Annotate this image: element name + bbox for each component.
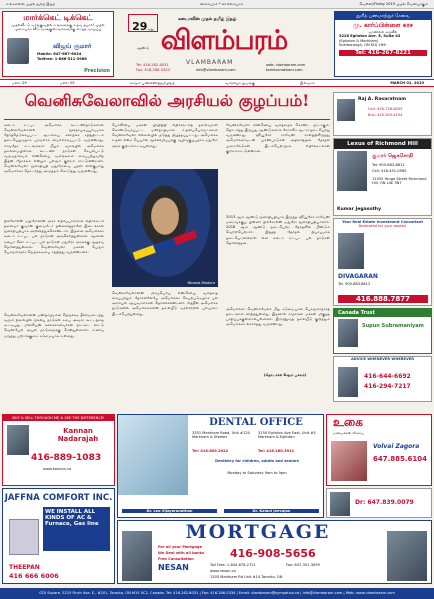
exchange-ad-addr1: 3228 Eglinton Ave. E, Suite 43 [339, 34, 401, 39]
top-strip-left: உலகளவில் முதல் தமிழ் இதழ் [6, 2, 56, 6]
article-continued[interactable]: (தொடர்ச்சி 8ஆம் பக்கம்) [264, 373, 307, 377]
issue-volume: மலர்: 29 [12, 81, 27, 85]
raj-photo [337, 99, 355, 121]
ukai-title: உகை [333, 415, 363, 429]
dental-dr1: Dr. Leo Vijayaranathan [122, 509, 217, 513]
ad-divagaran[interactable] [333, 218, 432, 306]
dental-tagline: Dentistry for children, adults and seniors [215, 459, 299, 463]
mortgage-tollfree: Toll Free: 1-844-878-2721 [210, 563, 256, 567]
headline-rule [4, 119, 330, 120]
kannan-photo [7, 425, 29, 455]
article-col1-b: நிக்கோலஸ் மதுரோவின் அரச எதிர்ப்பாளரான எதிர்க்கட்சி தலைவர் குவான் குவைடோ தன்னைத்தானே இடைக்கால ஜனாதிபதியாக அறிவித்துக்கொண்டார். இதனை அமெரிக்கா கனடா உட்பட பல நாடுகள் அங்கீகரித்துள்ளன. ஆனால் ரஷ்யா சீனா உட்பட பல நாடுகள் மதுரோ அரசுக்கு ஆதரவு தெரிவித்துள்ளன. வெனிசுவேலா மக்கள் பெரும் பொருளாதார நெருக்கடியை சந்தித்து வருகின்றனர். [4, 219, 104, 254]
mortgage-line1: For all your Mortgage [158, 545, 202, 549]
mortgage-photo-2 [387, 531, 427, 581]
kannan-phone: 416-889-1083 [31, 453, 102, 463]
article-col2-a: பொலிவிய மக்கள் பிரதிநிதி எதிர்க்கட்சித் தலைவரால் கொண்டுவரப்பட்ட மனிதாபிமான உதவிப்பொருட்களை வெனிசுவேலா எல்லையில் தடுத்து நிறுத்தப்பட்டது. அமெரிக்க உதவி என்ற பெயரில் ஆக்கிரமிப்புக்கு வழிவகுப்பதாக மதுரோ அரசு குற்றம்சாட்டியுள்ளது. [112, 123, 218, 148]
mortgage-line2: We Deal with all banks [158, 551, 205, 555]
diva-name: DIVAGARAN [338, 273, 378, 280]
masthead-title-latin: VLAMBARAM [186, 59, 234, 66]
issue-date: MARCH 01, 2019 [390, 81, 424, 85]
mortgage-addr: 1305 Markham Rd Unit #14 Toronto, ON [210, 575, 283, 579]
ad-ukai[interactable] [326, 414, 432, 486]
dental-addr1-tel: Tel: 416.609.2022 [192, 449, 229, 453]
article-col2-b: வெனிசுவேலாவின் மிகப்பெரிய எண்ணெய் வளத்தை கைப்பற்றும் நோக்கிலேயே அமெரிக்கா செயற்படுவதாக பல அரசியல் ஆய்வாளர்கள் தெரிவிக்கின்றனர். லத்தீன் அமெரிக்க நாடுகளில் அமெரிக்காவின் தலையீடு வரலாற்றில் பலமுறை இடம்பெற்றுள்ளது. [112, 291, 218, 316]
ukai-phone: 647.885.6104 [373, 455, 428, 463]
jaffna-unit-icon [9, 519, 39, 555]
issue-mid3: இலவசம் [300, 81, 315, 85]
ukai-sub: மணமக்கள் சேவை [333, 431, 364, 435]
advice-tel1: 416-644-6692 [364, 373, 411, 380]
article-col3-b: 2013 ஆம் ஆண்டு ஜனாதிபதியாக இருந்த ஹியூகோ சாவேஸ் மறைவுக்குப் பின்னர் நிக்கோலஸ் மதுரோ ஜனாதிபதியானார். 2018 ஆம் ஆண்டு நடைபெற்ற தேர்தலில் மீண்டும் வெற்றிபெற்றார். இந்தத் தேர்தல் நியாயமாக நடைபெறவில்லை என கனடா உட்பட பல நாடுகள் தெரிவித்தன. [226, 215, 330, 245]
raj-bus: Bus: 416-283-4194 [368, 113, 403, 117]
exchange-ad-sub: வானில்ல கருவீல் [368, 30, 398, 34]
dental-addr1: 3351 Markham Road, Unit #120 Markham & Steeles [192, 431, 250, 440]
diva-phone: 416.888.7877 [338, 295, 428, 303]
exchange-ad-addr2: (Eglinton & Markham) [339, 38, 379, 43]
diva-tel: Tel. 905.883.8812 [338, 282, 371, 286]
supun-photo [338, 319, 358, 347]
agent-photo [7, 38, 29, 64]
masthead-fax: Fax: 416-286-0334 [136, 68, 170, 72]
mortgage-brand: NESAN [158, 563, 189, 572]
brand-logo: Precision [84, 68, 110, 74]
dental-dr2: Dr. Kalani Jeevajan [224, 509, 319, 513]
dental-addr2: 3150 Eglinton Ave East, Unit #5 Markham & Eglinton [258, 431, 316, 440]
advice-tel2: 416-294-7217 [364, 383, 411, 390]
kumar-addr: 11552 Yonge Street Richmond Hill, ON L4E 3N7 [372, 177, 427, 186]
jaffna-tel: 416 666 6006 [9, 572, 59, 580]
diva-sub: Dedicated for your assets! [358, 224, 407, 229]
mortgage-photo [122, 531, 152, 581]
ad-mortgage[interactable] [117, 520, 432, 584]
photo-caption: Nicolas Maduro [187, 280, 215, 285]
ukai-photo [331, 441, 367, 481]
sash-band [133, 230, 198, 260]
supun-name: Supun Subramaniyam [362, 323, 424, 329]
lexus-title: Lexus of Richmond Hill [334, 139, 431, 149]
agent-tollfree: Tollfree: 1-866-511-3966 [37, 57, 87, 61]
kumar-tamil: குமார் ஜெகசோதி [372, 153, 414, 159]
raj-name: Raj A. Rasaratnam [358, 97, 406, 102]
top-strip [0, 0, 434, 9]
exchange-ad-org: மு. கார்ப்பிள்ளை காச [353, 22, 413, 29]
article-col3-c: அமெரிக்கா வெனிசுவேலா மீது கடுமையான பொருளாதாரத் தடைகளை விதித்துள்ளது. இதனால் சாதாரண மக்கள் மிகுந்த பாதிப்புக்குள்ளாகியுள்ளனர். இராணுவத் தலையீடு குறித்தும் அமெரிக்கா எச்சரித்து வருகின்றது. [226, 307, 330, 327]
kumar-cell: Cell: 416-451-0565 [372, 169, 407, 173]
article-col1-c: வெனிசுவேலாவின் மனிதாபிமான நெருக்கடி தீவிரமடைந்து வரும் நிலையில் ஐக்கிய நாடுகள் சபை அவசர கூட்டத்தை கூட்டியது. மில்லியன் கணக்கானவர்கள் நாட்டை விட்டு வெளியேறி அயல் நாடுகளுக்கு சென்றுள்ளனர். உணவு மருந்து பற்றாக்குறை கடுமையாக உள்ளது. [4, 313, 104, 338]
realtor-ad-body: முதல்வீட்டு வாங்குவதில் உங்களுக்கு உதவ தயார்! முதல் முறையாக வீடு வாங்குகிறவர்களுக்கு சிறந்த வாய்ப்பு [11, 23, 105, 32]
dental-hours: Monday to Saturday 9am to 9pm [227, 471, 287, 475]
diva-title: Your Real Estate Investment Consultant [342, 220, 423, 224]
vol-label: வது ஆண்டு [136, 27, 154, 50]
ukai-dr-phone: Dr: 647.839.0079 [355, 499, 414, 506]
dental-photo [118, 415, 188, 495]
dental-addr2-tel: Tel: 416.260.3911 [258, 449, 295, 453]
footer: GTA Square, 5215 Finch Ave. E., #201, Toronto, ON M1S 0C2, Canada. Tel: 416.262.8031 | Fax: 416.286.0334 | Email: vlambaram@sympatico.ca | info@vlambaram.com | Web: www.vlambaram.com [0, 588, 434, 599]
kumar-tel: Tel: 905-883-8812 [372, 163, 405, 167]
issue-mid: காரும் முன்னணித்தமிழிதழ் [130, 81, 175, 85]
issue-bar [0, 79, 434, 87]
dental-title: DENTAL OFFICE [209, 417, 303, 428]
kannan-title: BUY & SELL THROUGH ME & SEE THE DIFFERENCE! [3, 415, 114, 421]
mortgage-fax: Fax: 647-351-3099 [286, 563, 320, 567]
exchange-ad-tel: Tel: 416-267-8221 [339, 50, 427, 56]
issue-mid2: வாரவிழா துவங்கு [225, 81, 256, 85]
vol-number: 29 [132, 20, 148, 33]
masthead-email1[interactable]: info@vlambaram.com [196, 68, 236, 72]
exchange-ad[interactable] [334, 11, 432, 77]
exchange-ad-addr3: Scarborough, ON M1J 2H6 [339, 43, 386, 48]
exchange-ad-title: தூரித் பணமாற்றுச் சேவை [335, 12, 431, 20]
masthead-tagline: கனடாவின் முதல் தமிழ் இதழ் [178, 17, 237, 22]
mortgage-web[interactable]: www.nesan.ca [210, 569, 236, 573]
ad-canada-trust[interactable] [333, 308, 432, 354]
ad-advice[interactable] [333, 356, 432, 402]
advice-photo [338, 367, 358, 397]
top-strip-right: வெள்ளி/Friday 2019 முதல் வெளியாகும் [359, 2, 428, 6]
diva-photo [338, 233, 364, 269]
jaffna-body: WE INSTALL ALL KINDS OF AC & Furnace, Gas line [43, 507, 110, 551]
ad-dental[interactable] [117, 414, 324, 518]
article-col1-a: கனடா உட்பட அமெரிக்க கூட்டணிநாடுகளால் வெனிசுவேலாவில் ஜனநாயகப்பூர்வமாக தேர்ந்தெடுக்கப்பட்ட ஆட்சியை கவிழ்க்க சதித்திட்டம் நடைபெறுவதாக பரவலாக விமர்சிக்கப்பட்டு வருகின்றது. சர்வதேச சட்டங்களை மீறும் வகையில் அமெரிக்க தலைமையிலான கூட்டணி நாடுகள் செயல்பட்டு வருவதாகவும் எண்ணெய் வளங்களை கைப்பற்றுவதே இதன் நோக்கம் என்றும் பலரும் குற்றம் சாட்டுகின்றனர். வெனிசுவேலா ஜனாதிபதி மதுரோவை பதவி விலகுமாறு அமெரிக்கா தொடர்ந்து அழுத்தம் கொடுத்து வருகின்றது. [4, 123, 104, 174]
ad-lexus[interactable] [333, 138, 432, 216]
masthead [116, 11, 332, 77]
mortgage-phone: 416-908-5656 [230, 547, 316, 560]
jaffna-name: THEEPAN [9, 564, 40, 571]
jaffna-title: JAFFNA COMFORT INC. [4, 493, 113, 503]
agent-name: விஜய் குமார் [53, 42, 92, 50]
kannan-name: Kannan Nadarajah [57, 427, 99, 443]
ad-ukai-dr[interactable] [326, 488, 432, 518]
agent-mobile: Mobile: 647-667-6034 [37, 52, 82, 56]
masthead-tel: Tel: 416-262-8031 [136, 63, 169, 67]
ad-jaffna[interactable] [2, 488, 115, 584]
masthead-web2[interactable]: tamilvanakkam.com [266, 68, 303, 72]
masthead-title: விளம்பரம் [160, 25, 288, 56]
headline: வெனிசுவேலாவில் அரசியல் குழப்பம்! [24, 91, 310, 110]
kumar-photo [337, 151, 367, 191]
kannan-web[interactable]: www.kannan.ca [43, 467, 72, 471]
mortgage-title: MORTGAGE [185, 521, 331, 543]
ukai-name: Volvai Zagora [373, 443, 420, 450]
raj-cell: Cell: 416-726-8055 [368, 107, 403, 111]
realtor-ad-title: மார்க்கெட் டிக்கெட் [23, 13, 93, 22]
article-col3-a: வேனிசுவேலா எண்ணெய் வளத்தைக் கொண்ட நாடாகும். தொடர்ந்து இருபது ஆண்டுகளாக சோசலிச ஆட்சி நடைபெற்று வருகின்றது. ஹியூகோ சாவேஸ் காலத்திலிருந்து அமெரிக்காவுடன் முரண்பாடுகள் அதிகரித்தன. தேர்தல் முறைகேடுகள் இடம்பெற்றதாக எதிர்க்கட்சிகள் குற்றம்சாட்டுகின்றன. [226, 123, 330, 153]
advice-title: ADVICE WHENEVER WHEREVER [350, 357, 415, 361]
ad-raj[interactable] [333, 92, 432, 136]
top-strip-mid: விளம்பரம் * வி.எலம்பரம் [200, 2, 244, 6]
article [4, 123, 330, 383]
ukai-dr-photo [330, 492, 350, 516]
realtor-ad[interactable] [2, 11, 114, 77]
mortgage-line3: Free Consultation [158, 557, 194, 561]
issue-number: மலர்: 05 [60, 81, 75, 85]
kumar-name: Kumar Jegasothy [337, 207, 382, 212]
trust-title: Canada Trust [334, 309, 431, 317]
maduro-photo [112, 169, 218, 287]
ad-kannan[interactable] [2, 414, 115, 486]
masthead-web1[interactable]: web: vlambaram.com [266, 63, 306, 67]
